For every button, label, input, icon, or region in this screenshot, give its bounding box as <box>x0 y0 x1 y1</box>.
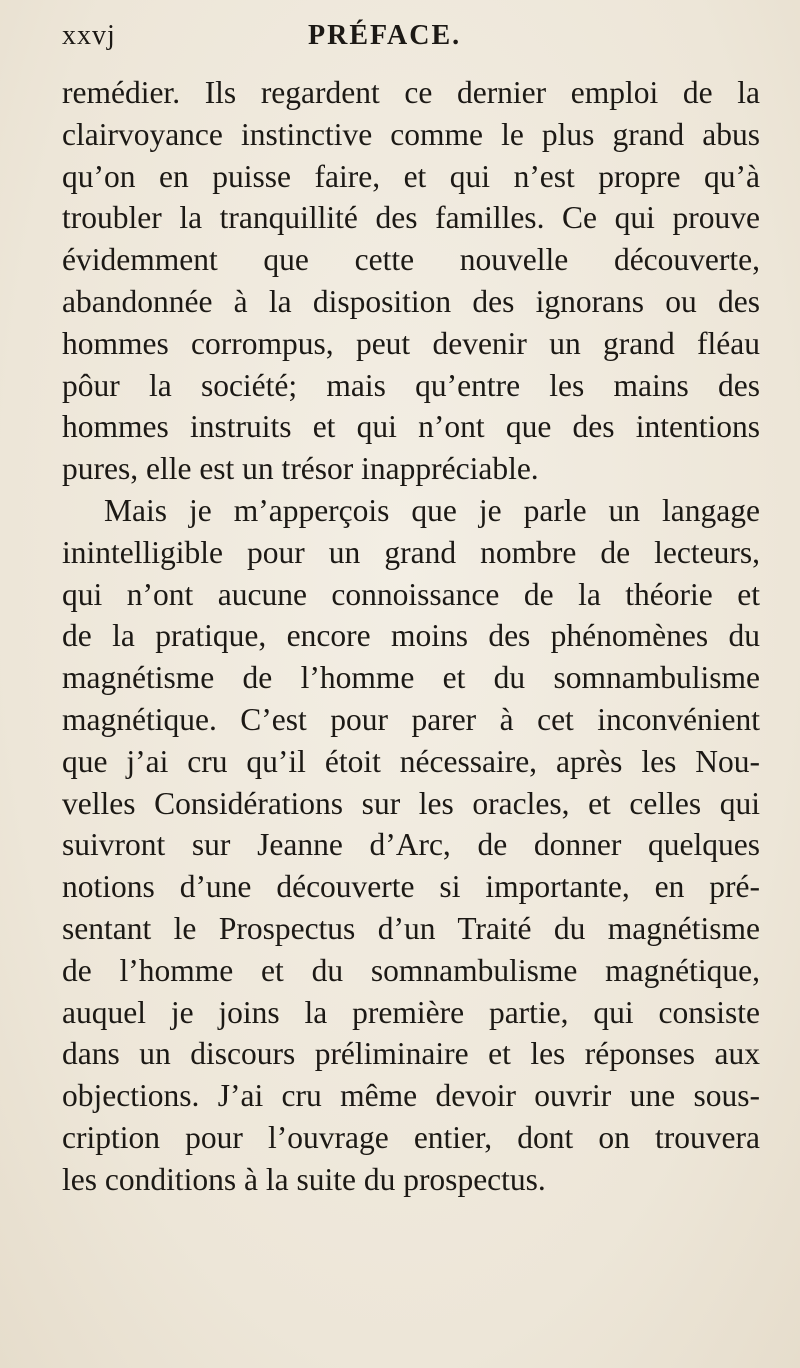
text-line: magnétique. C’est pour parer à cet inconvénient <box>62 701 760 737</box>
text-line: notions d’une découverte si importante, en pré- <box>62 869 760 905</box>
text-line: de la pratique, encore moins des phénomènes du <box>62 618 760 654</box>
text-line: clairvoyance instinctive comme le plus grand abus <box>62 116 760 152</box>
text-line: Mais je m’apperçois que je parle un langage <box>104 492 760 528</box>
text-line: de l’homme et du somnambulisme magnétique, <box>62 952 760 988</box>
text-line: cription pour l’ouvrage entier, dont on trouvera <box>62 1119 760 1155</box>
text-line: les conditions à la suite du prospectus. <box>62 1161 546 1197</box>
text-line: évidemment que cette nouvelle découverte, <box>62 242 760 278</box>
text-line: sentant le Prospectus d’un Traité du magnétisme <box>62 910 760 946</box>
text-line: magnétisme de l’homme et du somnambulisme <box>62 660 760 696</box>
running-title: PRÉFACE. <box>308 20 462 51</box>
text-line: dans un discours préliminaire et les réponses aux <box>62 1036 760 1072</box>
text-line: objections. J’ai cru même devoir ouvrir une sous- <box>62 1078 760 1114</box>
text-line: inintelligible pour un grand nombre de lecteurs, <box>62 534 760 570</box>
page-header <box>62 16 762 56</box>
text-line: troubler la tranquillité des familles. Ce qui prouve <box>62 200 760 236</box>
text-line: velles Considérations sur les oracles, et celles qui <box>62 785 760 821</box>
text-line: abandonnée à la disposition des ignorans ou des <box>62 283 760 319</box>
text-line: qu’on en puisse faire, et qui n’est propre qu’à <box>62 158 760 194</box>
text-line: qui n’ont aucune connoissance de la théorie et <box>62 576 760 612</box>
text-line: pôur la société; mais qu’entre les mains des <box>62 367 760 403</box>
text-line: hommes instruits et qui n’ont que des intentions <box>62 409 760 445</box>
text-line: pures, elle est un trésor inappréciable. <box>62 451 539 487</box>
text-line: hommes corrompus, peut devenir un grand fléau <box>62 325 760 361</box>
text-line: remédier. Ils regardent ce dernier emploi de la <box>62 75 760 110</box>
page-number: xxvj <box>62 20 116 51</box>
text-line: suivront sur Jeanne d’Arc, de donner quelques <box>62 827 760 863</box>
text-line: que j’ai cru qu’il étoit nécessaire, après les Nou- <box>62 743 760 779</box>
text-line: auquel je joins la première partie, qui consiste <box>62 994 760 1030</box>
body-text <box>62 72 760 1201</box>
